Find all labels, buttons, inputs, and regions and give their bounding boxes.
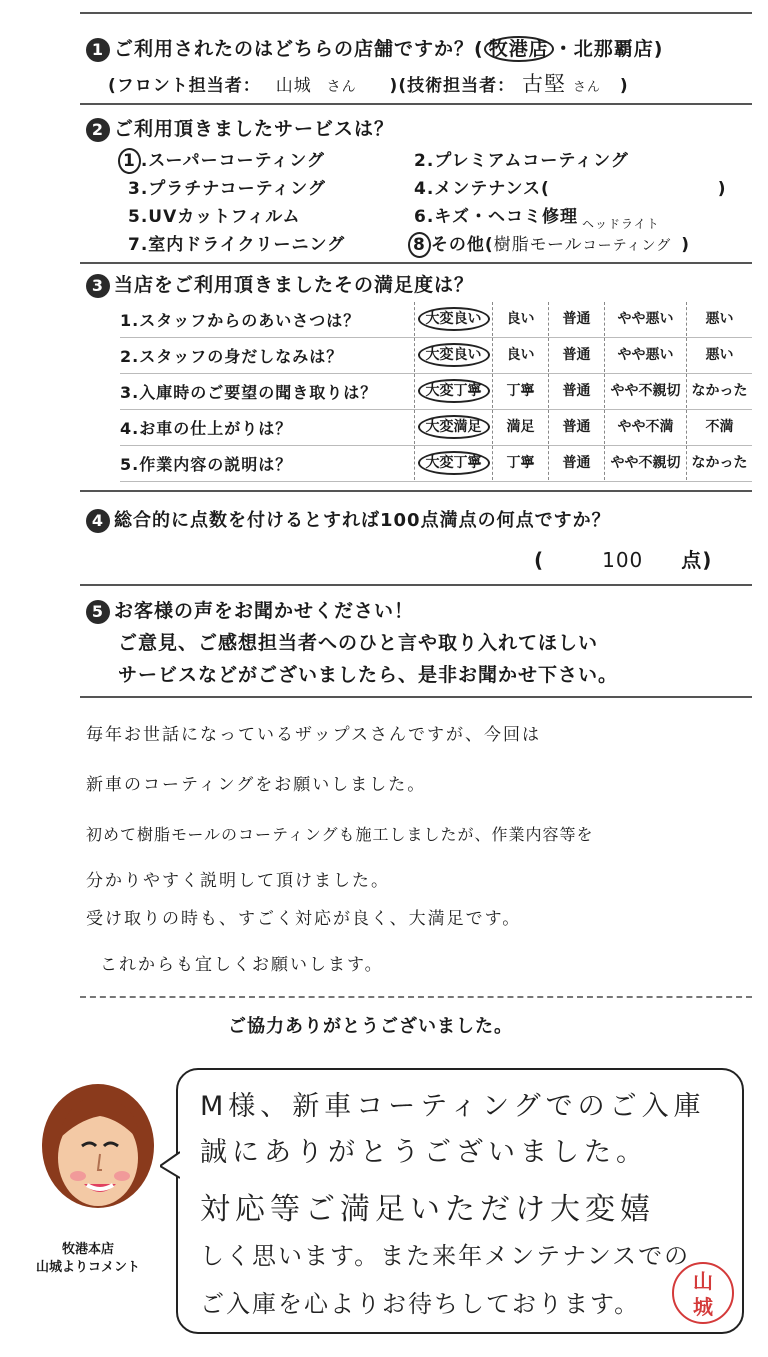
comment-line: 新車のコーティングをお願いしました。: [86, 775, 427, 795]
service-option-5: 5.UVカットフィルム: [128, 207, 301, 227]
satisfaction-option: 悪い: [686, 302, 752, 336]
service-option-1: 1 .スーパーコーティング: [118, 146, 325, 174]
divider: [80, 490, 752, 492]
divider: [80, 103, 752, 105]
q5-line3: サービスなどがございましたら、是非お聞かせ下さい。: [118, 664, 619, 686]
satisfaction-option: 普通: [548, 410, 604, 444]
q4-question: 総合的に点数を付けるとすれば100点満点の何点ですか？: [114, 510, 611, 531]
satisfaction-option: やや不親切: [604, 374, 686, 408]
q2-question: ご利用頂きましたサービスは？: [114, 118, 395, 140]
staff-name: 山城よりコメント: [35, 1260, 140, 1275]
satisfaction-option-selected: 大変良い: [414, 338, 492, 372]
dashed-divider: [80, 996, 752, 998]
satisfaction-option: 良い: [492, 302, 548, 336]
reply-line: 対応等ご満足いただけ大変嬉: [200, 1192, 655, 1227]
q4-score-line: ( 100 点): [534, 548, 713, 572]
service-option-4: 4.メンテナンス( ): [414, 179, 727, 199]
divider: [80, 584, 752, 586]
satisfaction-option-selected: 大変丁寧: [414, 374, 492, 408]
q5-line2: ご意見、ご感想担当者へのひと言や取り入れてほしい: [118, 632, 599, 654]
q3-number: 3: [86, 274, 110, 298]
q1-question: ご利用されたのはどちらの店舗ですか？(: [114, 38, 484, 60]
top-border: [80, 12, 752, 14]
satisfaction-option: やや悪い: [604, 302, 686, 336]
q1-staff-line: (フロント担当者： 山城 さん )(技術担当者： 古堅 さん ): [108, 72, 629, 96]
q3-line: [86, 270, 474, 298]
q5-line: [86, 596, 414, 624]
satisfaction-option: 良い: [492, 338, 548, 372]
q5-number: 5: [86, 600, 110, 624]
service-option-6: 6.キズ・ヘコミ修理 $_{ヘッドライト}$: [414, 207, 660, 231]
q1-store-other: 北那覇店: [573, 38, 654, 60]
comment-line: 初めて樹脂モールのコーティングも施工しましたが、作業内容等を: [86, 825, 594, 844]
comment-line: 分かりやすく説明して頂けました。: [86, 871, 390, 891]
staff-seal: 山 城: [672, 1262, 734, 1324]
service-option-2: 2.プレミアムコーティング: [414, 151, 629, 171]
satisfaction-option: 普通: [548, 302, 604, 336]
reply-line: ご入庫を心よりお待ちしております。: [200, 1290, 641, 1318]
bubble-tail: [160, 1150, 180, 1180]
satisfaction-row: [120, 446, 760, 480]
satisfaction-option: 普通: [548, 374, 604, 408]
satisfaction-option: 悪い: [686, 338, 752, 372]
satisfaction-question: 4.お車の仕上がりは？: [120, 419, 293, 438]
reply-line: M様、新車コーティングでのご入庫: [200, 1091, 706, 1122]
q2-line: [86, 114, 394, 142]
q1-number: 1: [86, 38, 110, 62]
satisfaction-row: [120, 374, 760, 408]
q4-number: 4: [86, 509, 110, 533]
q4-line: [86, 506, 611, 533]
satisfaction-question: 2.スタッフの身だしなみは？: [120, 347, 344, 366]
divider: [80, 262, 752, 264]
satisfaction-question: 1.スタッフからのあいさつは？: [120, 311, 361, 330]
satisfaction-option: やや悪い: [604, 338, 686, 372]
divider: [80, 696, 752, 698]
satisfaction-option: 丁寧: [492, 374, 548, 408]
headlight-note: ヘッドライト: [581, 217, 660, 231]
satisfaction-option: なかった: [686, 374, 752, 408]
satisfaction-option: やや不満: [604, 410, 686, 444]
satisfaction-row: [120, 338, 760, 372]
satisfaction-option: なかった: [686, 446, 752, 480]
satisfaction-question: 5.作業内容の説明は？: [120, 455, 293, 474]
comment-line: これからも宜しくお願いします。: [100, 955, 384, 975]
satisfaction-option: やや不親切: [604, 446, 686, 480]
satisfaction-row: [120, 302, 760, 336]
tech-staff-name: 古堅: [522, 72, 567, 96]
q3-question: 当店をご利用頂きましたその満足度は？: [114, 274, 475, 296]
thanks-message: ご協力ありがとうございました。: [228, 1016, 513, 1037]
row-divider: [120, 481, 752, 482]
comment-line: 受け取りの時も、すごく対応が良く、大満足です。: [86, 909, 522, 929]
q5-question: お客様の声をお聞かせください！: [114, 600, 415, 622]
satisfaction-row: [120, 410, 760, 444]
reply-line: 誠にありがとうございました。: [200, 1137, 648, 1168]
satisfaction-option: 普通: [548, 338, 604, 372]
satisfaction-option: 丁寧: [492, 446, 548, 480]
satisfaction-question: 3.入庫時のご要望の聞き取りは？: [120, 383, 378, 402]
q1-line: 1 ご利用されたのはどちらの店舗ですか？( 牧港店 ・北那覇店): [86, 34, 663, 62]
satisfaction-option: 普通: [548, 446, 604, 480]
satisfaction-option: 満足: [492, 410, 548, 444]
comment-line: 毎年お世話になっているザップスさんですが、今回は: [86, 725, 541, 745]
service-option-3: 3.プラチナコーティング: [128, 179, 326, 199]
satisfaction-option-selected: 大変丁寧: [414, 446, 492, 480]
staff-store: 牧港本店: [61, 1242, 114, 1257]
other-value: 樹脂モール: [493, 235, 583, 255]
q2-number: 2: [86, 118, 110, 142]
q1-store-selected: 牧港店: [484, 36, 554, 62]
reply-line: しく思います。また来年メンテナンスでの: [200, 1242, 691, 1270]
service-option-8: 8 その他(樹脂モールコーティング ): [408, 230, 690, 258]
service-option-7: 7.室内ドライクリーニング: [128, 235, 346, 255]
score-value: 100: [602, 548, 644, 572]
front-staff-name: 山城: [275, 76, 312, 96]
satisfaction-option-selected: 大変満足: [414, 410, 492, 444]
staff-avatar: [38, 1080, 158, 1230]
satisfaction-option-selected: 大変良い: [414, 302, 492, 336]
satisfaction-option: 不満: [686, 410, 752, 444]
